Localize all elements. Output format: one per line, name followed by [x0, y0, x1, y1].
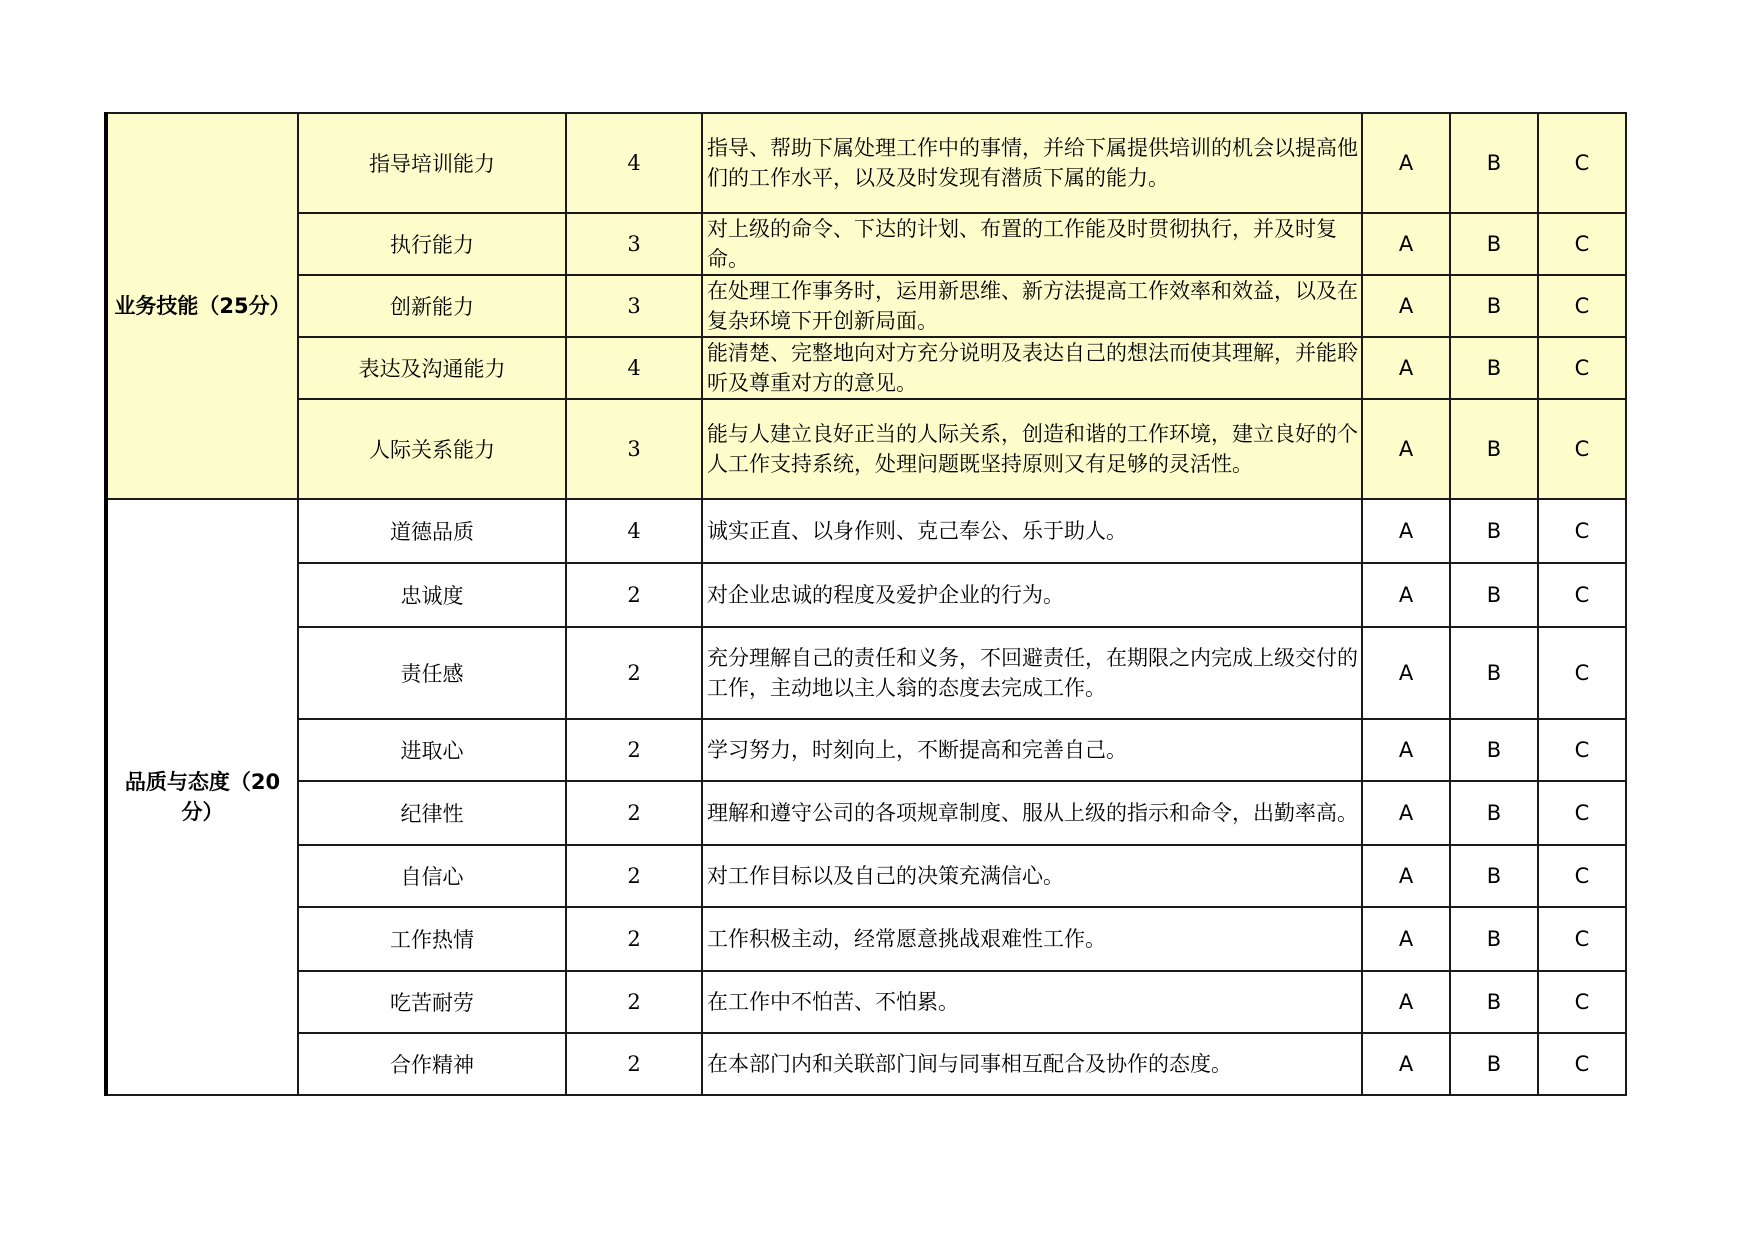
item-score: 2 — [566, 781, 702, 845]
grade-b-option[interactable]: B — [1450, 845, 1538, 907]
item-name: 创新能力 — [298, 275, 566, 337]
grade-b-option[interactable]: B — [1450, 499, 1538, 563]
item-score: 2 — [566, 719, 702, 781]
grade-c-option[interactable]: C — [1538, 845, 1626, 907]
grade-a-option[interactable]: A — [1362, 399, 1450, 499]
item-name: 指导培训能力 — [298, 113, 566, 213]
item-name: 人际关系能力 — [298, 399, 566, 499]
grade-b-option[interactable]: B — [1450, 1033, 1538, 1095]
grade-b-option[interactable]: B — [1450, 563, 1538, 627]
grade-c-option[interactable]: C — [1538, 1033, 1626, 1095]
item-description: 学习努力，时刻向上，不断提高和完善自己。 — [702, 719, 1362, 781]
item-description: 工作积极主动，经常愿意挑战艰难性工作。 — [702, 907, 1362, 971]
grade-b-option[interactable]: B — [1450, 213, 1538, 275]
item-name: 自信心 — [298, 845, 566, 907]
grade-c-option[interactable]: C — [1538, 399, 1626, 499]
item-name: 合作精神 — [298, 1033, 566, 1095]
item-description: 在工作中不怕苦、不怕累。 — [702, 971, 1362, 1033]
item-description: 指导、帮助下属处理工作中的事情，并给下属提供培训的机会以提高他们的工作水平，以及及时发现有潜质下属的能力。 — [702, 113, 1362, 213]
table-row — [106, 113, 1626, 213]
table-row — [106, 971, 1626, 1033]
evaluation-table — [104, 112, 1627, 1096]
grade-a-option[interactable]: A — [1362, 907, 1450, 971]
grade-a-option[interactable]: A — [1362, 627, 1450, 719]
item-score: 3 — [566, 399, 702, 499]
item-score: 4 — [566, 113, 702, 213]
grade-c-option[interactable]: C — [1538, 563, 1626, 627]
grade-c-option[interactable]: C — [1538, 971, 1626, 1033]
item-description: 理解和遵守公司的各项规章制度、服从上级的指示和命令，出勤率高。 — [702, 781, 1362, 845]
item-description: 能清楚、完整地向对方充分说明及表达自己的想法而使其理解，并能聆听及尊重对方的意见。 — [702, 337, 1362, 399]
item-description: 对工作目标以及自己的决策充满信心。 — [702, 845, 1362, 907]
table-row — [106, 399, 1626, 499]
item-description: 对上级的命令、下达的计划、布置的工作能及时贯彻执行，并及时复命。 — [702, 213, 1362, 275]
item-score: 2 — [566, 627, 702, 719]
item-description: 在处理工作事务时，运用新思维、新方法提高工作效率和效益，以及在复杂环境下开创新局面。 — [702, 275, 1362, 337]
category-cell: 品质与态度（20分） — [106, 499, 298, 1095]
grade-b-option[interactable]: B — [1450, 275, 1538, 337]
table-row — [106, 563, 1626, 627]
grade-b-option[interactable]: B — [1450, 907, 1538, 971]
item-name: 表达及沟通能力 — [298, 337, 566, 399]
grade-b-option[interactable]: B — [1450, 971, 1538, 1033]
grade-a-option[interactable]: A — [1362, 563, 1450, 627]
item-name: 道德品质 — [298, 499, 566, 563]
item-score: 2 — [566, 563, 702, 627]
grade-c-option[interactable]: C — [1538, 113, 1626, 213]
item-score: 2 — [566, 845, 702, 907]
table-row — [106, 907, 1626, 971]
grade-c-option[interactable]: C — [1538, 337, 1626, 399]
grade-c-option[interactable]: C — [1538, 627, 1626, 719]
grade-b-option[interactable]: B — [1450, 627, 1538, 719]
table-row — [106, 627, 1626, 719]
table-row — [106, 781, 1626, 845]
grade-c-option[interactable]: C — [1538, 907, 1626, 971]
item-name: 纪律性 — [298, 781, 566, 845]
item-name: 吃苦耐劳 — [298, 971, 566, 1033]
item-name: 执行能力 — [298, 213, 566, 275]
item-name: 忠诚度 — [298, 563, 566, 627]
item-description: 能与人建立良好正当的人际关系，创造和谐的工作环境，建立良好的个人工作支持系统，处理问题既坚持原则又有足够的灵活性。 — [702, 399, 1362, 499]
item-description: 在本部门内和关联部门间与同事相互配合及协作的态度。 — [702, 1033, 1362, 1095]
table-row — [106, 845, 1626, 907]
item-description: 对企业忠诚的程度及爱护企业的行为。 — [702, 563, 1362, 627]
grade-c-option[interactable]: C — [1538, 213, 1626, 275]
grade-a-option[interactable]: A — [1362, 845, 1450, 907]
grade-a-option[interactable]: A — [1362, 499, 1450, 563]
item-name: 责任感 — [298, 627, 566, 719]
item-name: 进取心 — [298, 719, 566, 781]
item-score: 4 — [566, 337, 702, 399]
table-row — [106, 275, 1626, 337]
grade-b-option[interactable]: B — [1450, 337, 1538, 399]
grade-c-option[interactable]: C — [1538, 781, 1626, 845]
grade-b-option[interactable]: B — [1450, 113, 1538, 213]
table-row — [106, 719, 1626, 781]
grade-b-option[interactable]: B — [1450, 399, 1538, 499]
grade-b-option[interactable]: B — [1450, 719, 1538, 781]
grade-c-option[interactable]: C — [1538, 499, 1626, 563]
table-row — [106, 499, 1626, 563]
item-score: 2 — [566, 971, 702, 1033]
grade-a-option[interactable]: A — [1362, 337, 1450, 399]
item-description: 充分理解自己的责任和义务，不回避责任，在期限之内完成上级交付的工作，主动地以主人翁的态度去完成工作。 — [702, 627, 1362, 719]
grade-a-option[interactable]: A — [1362, 781, 1450, 845]
table-row — [106, 337, 1626, 399]
item-score: 2 — [566, 907, 702, 971]
grade-c-option[interactable]: C — [1538, 275, 1626, 337]
grade-a-option[interactable]: A — [1362, 113, 1450, 213]
grade-a-option[interactable]: A — [1362, 213, 1450, 275]
item-score: 2 — [566, 1033, 702, 1095]
table-row — [106, 1033, 1626, 1095]
grade-a-option[interactable]: A — [1362, 971, 1450, 1033]
grade-b-option[interactable]: B — [1450, 781, 1538, 845]
item-description: 诚实正直、以身作则、克己奉公、乐于助人。 — [702, 499, 1362, 563]
category-cell: 业务技能（25分） — [106, 113, 298, 499]
item-score: 4 — [566, 499, 702, 563]
item-score: 3 — [566, 213, 702, 275]
table-row — [106, 213, 1626, 275]
grade-c-option[interactable]: C — [1538, 719, 1626, 781]
item-score: 3 — [566, 275, 702, 337]
grade-a-option[interactable]: A — [1362, 1033, 1450, 1095]
grade-a-option[interactable]: A — [1362, 719, 1450, 781]
grade-a-option[interactable]: A — [1362, 275, 1450, 337]
item-name: 工作热情 — [298, 907, 566, 971]
